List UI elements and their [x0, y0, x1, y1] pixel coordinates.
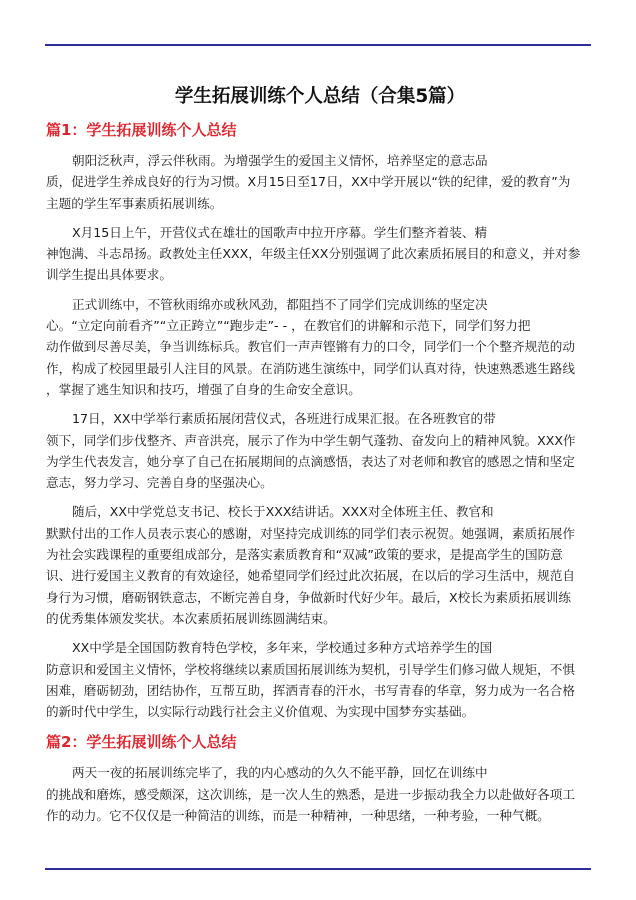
- text-line: 作的动力。它不仅仅是一种简洁的训练，而是一种精神，一种思绪，一种考验，一种气概。: [46, 808, 550, 824]
- text-line: 17日，XX中学举行素质拓展闭营仪式，各班进行成果汇报。在各班教官的带: [72, 411, 496, 427]
- paragraph: [46, 150, 594, 214]
- text-line: 防意识和爱国主义情怀，学校将继续以素质国拓展训练为契机，引导学生们修习做人规矩，不惧: [46, 661, 575, 677]
- paragraph: [46, 637, 594, 722]
- paragraph: [46, 294, 594, 400]
- header-rule: [45, 44, 591, 46]
- footer-rule: [45, 868, 591, 870]
- text-line: XX中学是全国国防教育特色学校，多年来，学校通过多种方式培养学生的国: [72, 640, 493, 656]
- text-line: 识、进行爱国主义教育的有效途径，她希望同学们经过此次拓展，在以后的学习生活中，规范自: [46, 568, 575, 584]
- text-line: 困难，磨砺韧劲，团结协作，互帮互助，挥洒青春的汗水，书写青春的华章，努力成为一名合格: [46, 682, 575, 698]
- text-line: 作，构成了校园里最引人注目的风景。在消防逃生演练中，同学们认真对待，快速熟悉逃生路线: [46, 360, 575, 376]
- text-line: 神饱满、斗志昂扬。政教处主任XXX，年级主任XX分别强调了此次素质拓展目的和意义，并对参: [46, 246, 581, 262]
- text-line: 为社会实践课程的重要组成部分，是落实素质教育和“双减”政策的要求，是提高学生的国防意: [46, 547, 563, 563]
- paragraph: [46, 408, 594, 493]
- text-line: 动作做到尽善尽美，争当训练标兵。教官们一声声铿锵有力的口令，同学们一个个整齐规范的动: [46, 339, 575, 355]
- paragraph: [46, 222, 594, 286]
- document-body: [46, 84, 594, 834]
- text-line: 的优秀集体颁发奖状。本次素质拓展训练圆满结束。: [46, 610, 336, 626]
- text-line: 两天一夜的拓展训练完毕了，我的内心感动的久久不能平静，回忆在训练中: [72, 765, 488, 781]
- text-line: 意志，努力学习、完善自身的坚强决心。: [46, 475, 273, 491]
- text-line: 正式训练中，不管秋雨绵亦或秋风劲，都阻挡不了同学们完成训练的坚定决: [72, 296, 488, 312]
- section-2: [46, 730, 594, 826]
- text-line: ，掌握了逃生知识和技巧，增强了自身的生命安全意识。: [46, 381, 361, 397]
- section-heading: 篇2：学生拓展训练个人总结: [46, 733, 237, 752]
- text-line: X月15日上午，开营仪式在雄壮的国歌声中拉开序幕。学生们整齐着装、精: [72, 224, 488, 240]
- paragraph: [46, 762, 594, 826]
- sections: [46, 118, 594, 826]
- section-heading: 篇1：学生拓展训练个人总结: [46, 121, 237, 139]
- text-line: 训学生提出具体要求。: [46, 267, 172, 283]
- text-line: 朝阳泛秋声，浮云伴秋雨。为增强学生的爱国主义情怀，培养坚定的意志品: [72, 153, 488, 168]
- text-line: 身行为习惯，磨砺钢铁意志，不断完善自身，争做新时代好少年。最后，X校长为素质拓展训练: [46, 589, 571, 605]
- document-title: 学生拓展训练个人总结（合集5篇）: [174, 86, 466, 107]
- paragraph: [46, 501, 594, 629]
- text-line: 质，促进学生养成良好的行为习惯。X月15日至17日，XX中学开展以“铁的纪律，爱的教育”为: [46, 174, 571, 190]
- text-line: 随后，XX中学党总支书记、校长于XXX结讲话。XXX对全体班主任、教官和: [72, 504, 494, 520]
- text-line: 默默付出的工作人员表示衷心的感谢，对坚持完成训练的同学们表示祝贺。她强调，素质拓展作: [46, 525, 575, 541]
- text-line: 心。“立定向前看齐”“立正跨立”“跑步走”- - ，在教官们的讲解和示范下，同学们努力把: [46, 318, 531, 334]
- text-line: 为学生代表发言，她分享了自己在拓展期间的点滴感悟，表达了对老师和教官的感恩之情和坚定: [46, 453, 575, 469]
- text-line: 的新时代中学生，以实际行动践行社会主义价值观、为实现中国梦夯实基础。: [46, 704, 475, 720]
- text-line: 主题的学生军事素质拓展训练。: [46, 195, 223, 211]
- section-1: [46, 118, 594, 722]
- text-line: 的挑战和磨炼，感受颇深，这次训练，是一次人生的熟悉，是进一步振动我全力以赴做好各项工: [46, 786, 575, 802]
- text-line: 领下，同学们步伐整齐、声音洪亮，展示了作为中学生朝气蓬勃、奋发向上的精神风貌。XXX作: [46, 432, 576, 448]
